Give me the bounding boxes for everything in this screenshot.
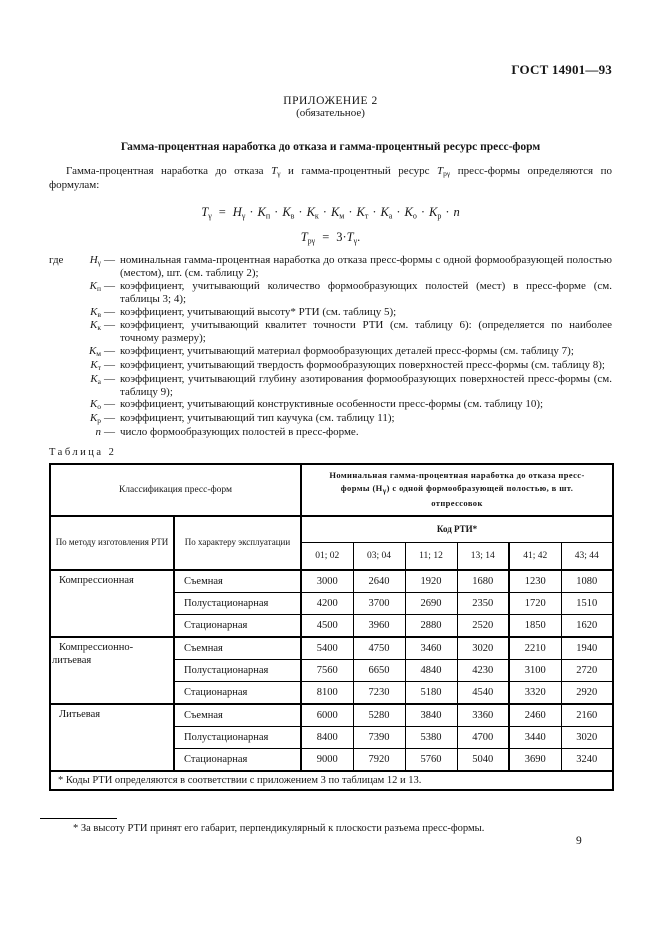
dash: — xyxy=(104,372,115,385)
dash: — xyxy=(104,412,115,425)
formula-term: К xyxy=(330,205,340,220)
table-header-row xyxy=(50,464,613,516)
where-term: n xyxy=(95,425,101,438)
cell-value: 7920 xyxy=(353,748,405,771)
dot-operator: · xyxy=(445,205,450,220)
t-gamma-subscript: γ xyxy=(277,169,281,178)
formula-term-n: n xyxy=(453,205,460,220)
cell-value: 9000 xyxy=(301,748,353,771)
cell-value: 2880 xyxy=(405,614,457,637)
formula-term: Т xyxy=(346,229,354,244)
dot-operator: · xyxy=(274,205,279,220)
footnote-rule xyxy=(40,818,117,819)
dash: — xyxy=(104,279,115,292)
footnote-text: * За высоту РТИ принят его габарит, перпендикулярный к плоскости разъема пресс-формы. xyxy=(73,823,485,834)
cell-usage: Съемная xyxy=(174,570,301,593)
cell-value: 2640 xyxy=(353,570,405,593)
cell-value: 1720 xyxy=(509,592,561,614)
where-text: коэффициент, учитывающий тип каучука (см. таблицу 11); xyxy=(120,412,395,425)
where-term: Кк xyxy=(90,319,101,333)
page-title: Гамма-процентная наработка до отказа и гамма-процентный ресурс пресс-форм xyxy=(120,141,541,153)
where-text: коэффициент, учитывающий конструктивные особенности пресс-формы (см. таблицу 10); xyxy=(120,398,544,411)
formula-lhs: Т xyxy=(201,205,209,220)
cell-value: 2210 xyxy=(509,637,561,660)
where-text: коэффициент, учитывающий количество формообразующих полостей (мест) в пресс-форме (см. таблицы 3; 4); xyxy=(120,279,612,305)
cell-value: 3020 xyxy=(561,726,613,748)
header-nominal: Номинальная гамма-процентная наработка до отказа пресс-формы (Нγ) с одной формообразующей полостью, в шт. отпрессовок xyxy=(301,464,613,516)
dash: — xyxy=(104,358,115,371)
header-usage: По характеру эксплуатации xyxy=(174,516,301,570)
cell-value: 1510 xyxy=(561,592,613,614)
intro-text-1: Гамма-процентная наработка до отказа xyxy=(66,165,272,177)
cell-value: 3440 xyxy=(509,726,561,748)
dot-operator: · xyxy=(322,205,327,220)
where-lead-spacer xyxy=(49,398,74,412)
cell-value: 4700 xyxy=(457,726,509,748)
formula-term: К xyxy=(404,205,413,220)
where-term: Кт xyxy=(90,358,101,372)
cell-method: Компрессионная xyxy=(50,570,174,637)
cell-usage: Полустационарная xyxy=(174,592,301,614)
cell-usage: Съемная xyxy=(174,704,301,727)
where-lead-spacer xyxy=(49,373,74,399)
header-classification: Классификация пресс-форм xyxy=(50,464,301,516)
cell-value: 1850 xyxy=(509,614,561,637)
where-term: Кв xyxy=(90,305,101,319)
formula-lhs: Т xyxy=(300,229,308,244)
cell-value: 3020 xyxy=(457,637,509,660)
dash: — xyxy=(104,305,115,318)
where-term: Кр xyxy=(89,412,101,426)
cell-method: Литьевая xyxy=(50,704,174,771)
formula-term: К xyxy=(356,205,365,220)
formula-coefficient: 3· xyxy=(336,229,347,244)
where-item xyxy=(49,426,612,440)
formula-lhs-sub: рγ xyxy=(307,236,316,246)
header-code: 03; 04 xyxy=(353,542,405,570)
table-row xyxy=(50,570,613,593)
cell-value: 8100 xyxy=(301,681,353,704)
cell-value: 4200 xyxy=(301,592,353,614)
dash: — xyxy=(104,319,115,332)
intro-text-3: пресс-формы определяются по формулам: xyxy=(49,165,613,191)
cell-value: 3320 xyxy=(509,681,561,704)
where-text: коэффициент, учитывающий материал формообразующих деталей пресс-формы (см. таблицу 7); xyxy=(120,345,574,358)
cell-value: 1230 xyxy=(509,570,561,593)
cell-value: 8400 xyxy=(301,726,353,748)
where-item xyxy=(49,345,612,359)
where-lead-spacer xyxy=(49,345,74,359)
where-item xyxy=(49,412,612,426)
intro-text-2: и гамма-процентный ресурс xyxy=(280,165,438,177)
page-content xyxy=(49,0,612,791)
where-text: номинальная гамма-процентная наработка до отказа пресс-формы с одной формообразующей полостью (местом), шт. (см. таблицу 2); xyxy=(120,254,612,280)
where-term: Кп xyxy=(89,279,101,293)
cell-usage: Стационарная xyxy=(174,681,301,704)
cell-usage: Стационарная xyxy=(174,614,301,637)
where-item xyxy=(49,373,612,399)
cell-value: 3700 xyxy=(353,592,405,614)
cell-value: 3960 xyxy=(353,614,405,637)
where-text: число формообразующих полостей в пресс-форме. xyxy=(120,425,359,438)
cell-value: 3240 xyxy=(561,748,613,771)
where-lead-spacer xyxy=(49,319,74,345)
cell-value: 3360 xyxy=(457,704,509,727)
cell-value: 3840 xyxy=(405,704,457,727)
formula-resurs: $Т_{р\gamma} = 3\cdot Т_\gamma$. xyxy=(300,229,361,246)
cell-value: 2520 xyxy=(457,614,509,637)
cell-value: 1680 xyxy=(457,570,509,593)
where-lead-spacer xyxy=(49,412,74,426)
where-text: коэффициент, учитывающий твердость формообразующих поверхностей пресс-формы (см. таблицу 8); xyxy=(120,358,605,371)
where-lead-spacer xyxy=(49,426,74,440)
equals-sign: = xyxy=(218,205,226,220)
cell-value: 5180 xyxy=(405,681,457,704)
where-item xyxy=(49,306,612,320)
cell-usage: Съемная xyxy=(174,637,301,660)
header-code: 11; 12 xyxy=(405,542,457,570)
cell-value: 3100 xyxy=(509,659,561,681)
where-term: Нγ xyxy=(89,254,101,268)
where-list xyxy=(49,254,612,439)
cell-usage: Стационарная xyxy=(174,748,301,771)
intro-paragraph xyxy=(49,165,612,192)
dot-operator: · xyxy=(396,205,401,220)
dash: — xyxy=(104,398,115,411)
cell-value: 5280 xyxy=(353,704,405,727)
appendix-heading: ПРИЛОЖЕНИЕ 2 xyxy=(283,95,378,107)
formula-term: К xyxy=(380,205,389,220)
dash: — xyxy=(104,345,115,358)
formula-term: Н xyxy=(232,205,242,220)
where-lead: где xyxy=(49,254,64,267)
where-item xyxy=(49,319,612,345)
formula-narabotka: $Т_\gamma = Н_\gamma \cdot К_п \cdot К_в \cdot К_к \cdot К_м \cdot К_т \cdot К_а \cdot К_о \cdot К_р \cdot n$ xyxy=(201,205,460,221)
cell-value: 4500 xyxy=(301,614,353,637)
t-resource-symbol: Т xyxy=(437,165,444,177)
dot-operator: · xyxy=(348,205,353,220)
header-code: 01; 02 xyxy=(301,542,353,570)
cell-method: Компрессионно-литьевая xyxy=(50,637,174,704)
dot-operator: · xyxy=(298,205,303,220)
cell-value: 2460 xyxy=(509,704,561,727)
table-2 xyxy=(49,463,614,791)
header-code: 13; 14 xyxy=(457,542,509,570)
cell-value: 1080 xyxy=(561,570,613,593)
page-number: 9 xyxy=(576,835,582,847)
where-item xyxy=(49,398,612,412)
cell-value: 5760 xyxy=(405,748,457,771)
table-row xyxy=(50,637,613,660)
cell-usage: Полустационарная xyxy=(174,726,301,748)
cell-value: 6000 xyxy=(301,704,353,727)
cell-value: 2690 xyxy=(405,592,457,614)
cell-value: 2160 xyxy=(561,704,613,727)
t-gamma-symbol: Т xyxy=(271,165,278,177)
table-header-row xyxy=(50,516,613,543)
cell-value: 1620 xyxy=(561,614,613,637)
where-lead-spacer xyxy=(49,280,74,306)
table-label: Таблица 2 xyxy=(49,446,117,458)
header-code: 43; 44 xyxy=(561,542,613,570)
header-code: 41; 42 xyxy=(509,542,561,570)
header-method: По методу изготовления РТИ xyxy=(50,516,174,570)
where-item xyxy=(49,359,612,373)
cell-value: 4230 xyxy=(457,659,509,681)
where-item xyxy=(49,280,612,306)
formula-lhs-sub: γ xyxy=(208,211,212,221)
formula-period: . xyxy=(357,229,361,244)
cell-value: 7560 xyxy=(301,659,353,681)
dash: — xyxy=(104,425,115,438)
appendix-note: (обязательное) xyxy=(296,107,365,119)
dot-operator: · xyxy=(420,205,426,220)
table-footnote-row xyxy=(50,771,613,790)
cell-value: 1920 xyxy=(405,570,457,593)
where-term: Ко xyxy=(89,398,101,412)
page-footnote xyxy=(40,818,588,834)
formula-term: К xyxy=(429,205,438,220)
where-text: коэффициент, учитывающий глубину азотирования формообразующих поверхностей пресс-формы (см. таблицу 9); xyxy=(120,372,612,398)
header-kod-rti: Код РТИ* xyxy=(301,516,613,543)
cell-value: 2920 xyxy=(561,681,613,704)
cell-value: 7390 xyxy=(353,726,405,748)
cell-value: 2350 xyxy=(457,592,509,614)
dot-operator: · xyxy=(249,205,254,220)
formula-term: К xyxy=(306,205,315,220)
cell-value: 4540 xyxy=(457,681,509,704)
doc-number: ГОСТ 14901—93 xyxy=(511,62,612,77)
cell-value: 5040 xyxy=(457,748,509,771)
dash: — xyxy=(104,254,115,267)
where-lead-spacer xyxy=(49,306,74,320)
equals-sign: = xyxy=(322,229,330,244)
t-resource-subscript: рγ xyxy=(443,169,451,178)
table-row xyxy=(50,704,613,727)
cell-usage: Полустационарная xyxy=(174,659,301,681)
cell-value: 6650 xyxy=(353,659,405,681)
where-text: коэффициент, учитывающий квалитет точности РТИ (см. таблицу 6): (определяется по наиболее точному размеру); xyxy=(120,319,612,345)
where-term: Ка xyxy=(90,372,101,386)
where-lead-spacer xyxy=(49,359,74,373)
cell-value: 1940 xyxy=(561,637,613,660)
cell-value: 2720 xyxy=(561,659,613,681)
table-footnote: * Коды РТИ определяются в соответствии с приложением 3 по таблицам 12 и 13. xyxy=(50,771,613,790)
where-text: коэффициент, учитывающий высоту* РТИ (см. таблицу 5); xyxy=(120,305,397,318)
dot-operator: · xyxy=(372,205,377,220)
cell-value: 5380 xyxy=(405,726,457,748)
cell-value: 5400 xyxy=(301,637,353,660)
cell-value: 4840 xyxy=(405,659,457,681)
where-item xyxy=(49,254,612,280)
cell-value: 7230 xyxy=(353,681,405,704)
cell-value: 3690 xyxy=(509,748,561,771)
formula-term: К xyxy=(282,205,291,220)
cell-value: 3000 xyxy=(301,570,353,593)
cell-value: 4750 xyxy=(353,637,405,660)
cell-value: 3460 xyxy=(405,637,457,660)
where-term: Км xyxy=(88,345,101,359)
formula-term: К xyxy=(257,205,266,220)
